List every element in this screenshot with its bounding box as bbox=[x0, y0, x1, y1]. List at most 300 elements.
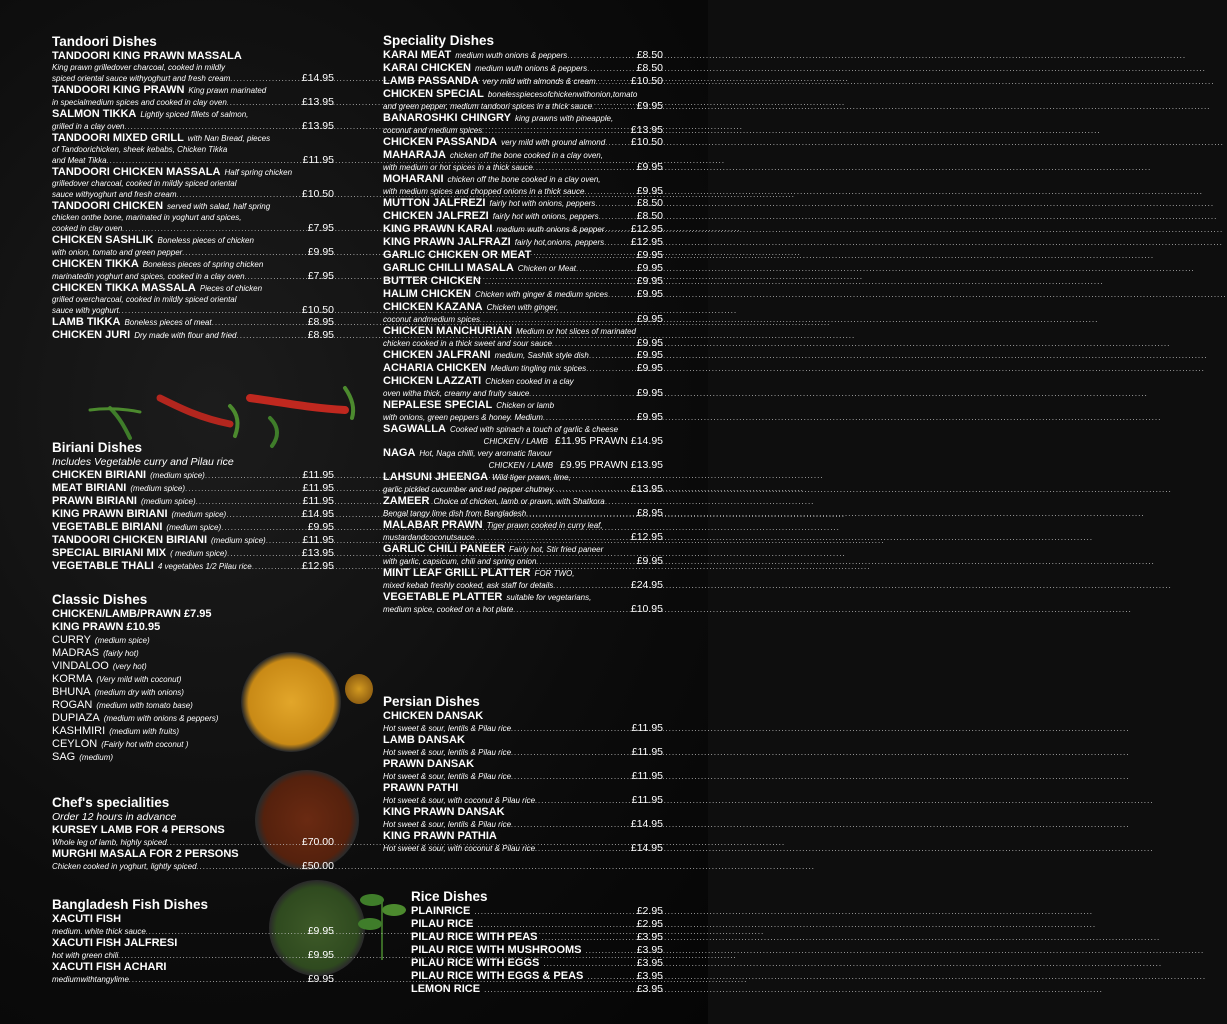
menu-item-title-line bbox=[52, 469, 334, 482]
dish-price: £13.95 bbox=[301, 96, 334, 108]
dot-leader bbox=[177, 190, 301, 200]
dot-leader bbox=[553, 485, 630, 495]
dot-leader bbox=[119, 306, 301, 316]
dish-description: fairly hot,onions, peppers bbox=[514, 238, 605, 247]
menu-item-detail-line bbox=[383, 747, 663, 758]
dish-name: ROGAN bbox=[52, 699, 93, 711]
menu-item-detail-line bbox=[52, 213, 334, 223]
dot-leader bbox=[604, 236, 630, 249]
dish-name: TANDOORI KING PRAWN bbox=[52, 84, 185, 96]
dish-description: Pieces of chicken bbox=[199, 284, 263, 293]
dot-leader bbox=[567, 49, 635, 62]
menu-item-title-line bbox=[52, 521, 334, 534]
dot-leader bbox=[196, 495, 302, 508]
dish-price: £9.95 bbox=[307, 246, 334, 258]
dot-leader bbox=[129, 975, 307, 985]
menu-item-title-line bbox=[383, 275, 663, 288]
dish-name: LAMB TIKKA bbox=[52, 316, 121, 328]
dish-price: £11.95 bbox=[631, 722, 663, 734]
menu-item bbox=[52, 200, 334, 234]
classic-dish bbox=[52, 634, 334, 647]
menu-item bbox=[383, 75, 663, 88]
dish-description: marinatedin yoghurt and spices, cooked in a clay oven bbox=[52, 272, 245, 281]
dish-description: with garlic, capsicum, chili and spring onion bbox=[383, 557, 537, 566]
dot-leader bbox=[252, 560, 301, 573]
dish-price: £3.95 bbox=[636, 931, 663, 943]
dish-price: £9.95 bbox=[636, 555, 663, 567]
dot-leader bbox=[511, 772, 631, 782]
dish-price: £9.95 bbox=[636, 262, 663, 274]
dish-description: FOR TWO, bbox=[534, 569, 575, 578]
dish-description: cooked in clay oven bbox=[52, 224, 123, 233]
dish-name: LAMB PASSANDA bbox=[383, 75, 479, 87]
menu-item-title-line bbox=[52, 329, 334, 342]
dot-leader bbox=[526, 509, 636, 519]
dish-name: KING PRAWN KARAI bbox=[383, 223, 493, 235]
dish-name: XACUTI FISH bbox=[52, 913, 122, 925]
menu-item bbox=[383, 423, 663, 447]
dish-price: £12.95 bbox=[630, 531, 663, 543]
dish-name: VEGETABLE PLATTER bbox=[383, 591, 503, 603]
dish-price: £10.50 bbox=[630, 75, 663, 87]
menu-item bbox=[383, 543, 663, 567]
rice-dish bbox=[411, 918, 663, 931]
menu-item-title-line bbox=[52, 282, 334, 295]
dish-price: £11.95 PRAWN £14.95 bbox=[555, 435, 663, 447]
menu-item-title-line bbox=[383, 375, 663, 388]
menu-item-detail-line bbox=[383, 125, 663, 136]
menu-item bbox=[383, 197, 663, 210]
dish-name: VINDALOO bbox=[52, 660, 109, 672]
dish-price: £11.95 bbox=[302, 534, 334, 546]
dish-price: £13.95 bbox=[630, 483, 663, 495]
dish-price: £3.95 bbox=[636, 944, 663, 956]
dish-price: £8.50 bbox=[636, 210, 663, 222]
dot-leader bbox=[553, 581, 630, 591]
dish-description: Hot, Naga chilli, very aromatic flavour bbox=[419, 449, 552, 458]
dish-price: £24.95 bbox=[630, 579, 663, 591]
dish-name: PLAINRICE bbox=[411, 905, 471, 917]
dish-name: CHICKEN KAZANA bbox=[383, 301, 483, 313]
dish-description: Whole leg of lamb, highly spiced bbox=[52, 838, 167, 847]
menu-item bbox=[383, 149, 663, 173]
dish-description: King prawn marinated bbox=[188, 86, 267, 95]
dish-description: medium wuth onions & peppers bbox=[475, 64, 588, 73]
dish-description: mustardandcoconutsauce bbox=[383, 533, 475, 542]
dish-description: in specialmedium spices and cooked in clay oven bbox=[52, 98, 227, 107]
menu-item bbox=[52, 108, 334, 132]
dot-leader bbox=[513, 605, 630, 615]
dish-description: Hot sweet & sour, lentils & Pilau rice bbox=[383, 748, 512, 757]
menu-item-title-line bbox=[383, 567, 663, 580]
dish-price: £7.95 bbox=[307, 222, 334, 234]
dish-name: PRAWN PATHI bbox=[383, 782, 459, 794]
dish-name: XACUTI FISH ACHARI bbox=[52, 961, 167, 973]
dish-price: £10.50 bbox=[630, 136, 663, 148]
dish-description: Medium or hot slices of marinated bbox=[515, 327, 637, 336]
dish-description: (fairly hot) bbox=[103, 649, 139, 658]
dish-description: Boneless pieces of spring chicken bbox=[142, 260, 264, 269]
dot-leader bbox=[107, 156, 302, 166]
dot-leader bbox=[529, 389, 635, 399]
dish-price: £12.95 bbox=[630, 236, 663, 248]
menu-item bbox=[383, 734, 663, 758]
dish-description: medium wuth onions & peppers bbox=[455, 51, 568, 60]
dish-name: SALMON TIKKA bbox=[52, 108, 137, 120]
dish-name: MOHARANI bbox=[383, 173, 444, 185]
dot-leader bbox=[266, 534, 302, 547]
menu-item bbox=[383, 806, 663, 830]
dish-name: KING PRAWN DANSAK bbox=[383, 806, 505, 818]
dish-name: PILAU RICE WITH EGGS bbox=[411, 957, 540, 969]
dish-name: CHICKEN SASHLIK bbox=[52, 234, 154, 246]
menu-item-title-line bbox=[52, 495, 334, 508]
dot-leader bbox=[122, 224, 306, 234]
dish-description: Tiger prawn cooked in curry leaf, bbox=[486, 521, 603, 530]
menu-item bbox=[52, 547, 334, 560]
dot-leader bbox=[535, 796, 631, 806]
menu-item bbox=[52, 961, 334, 985]
menu-item bbox=[383, 275, 663, 288]
dot-leader bbox=[226, 508, 301, 521]
dish-description: Hot sweet & sour, lentils & Pilau rice bbox=[383, 820, 512, 829]
dish-description: (medium spice) bbox=[94, 636, 150, 645]
classic-dish bbox=[52, 738, 334, 751]
menu-item-title-line bbox=[383, 591, 663, 604]
dish-name: CHICKEN MANCHURIAN bbox=[383, 325, 512, 337]
dot-leader bbox=[245, 272, 307, 282]
menu-item-detail-line bbox=[383, 101, 663, 112]
dish-price: £3.95 bbox=[636, 983, 663, 995]
dot-leader bbox=[477, 918, 635, 931]
dish-name: CEYLON bbox=[52, 738, 98, 750]
dish-price: £14.95 bbox=[630, 842, 663, 854]
dish-description: Choice of chicken, lamb or prawn, with Shatkora bbox=[433, 497, 605, 506]
menu-item-title-line bbox=[52, 200, 334, 213]
section-title: Chef's specialities bbox=[52, 795, 170, 810]
dot-leader bbox=[608, 288, 636, 301]
classic-dish bbox=[52, 725, 334, 738]
dish-description: hot with green chili bbox=[52, 951, 119, 960]
dish-price: £10.95 bbox=[630, 603, 663, 615]
menu-item-title-line bbox=[383, 149, 663, 162]
dot-leader bbox=[146, 927, 307, 937]
menu-item bbox=[383, 262, 663, 275]
menu-item-title-line bbox=[52, 258, 334, 271]
menu-item-detail-line bbox=[52, 247, 334, 258]
dish-name: GARLIC CHILI PANEER bbox=[383, 543, 506, 555]
dot-leader bbox=[533, 163, 636, 173]
classic-dish bbox=[52, 673, 334, 686]
menu-item-title-line bbox=[383, 75, 663, 88]
dish-description: coconut and medium spices bbox=[383, 126, 483, 135]
menu-item-title-line bbox=[383, 782, 663, 795]
menu-item-title-line bbox=[52, 166, 334, 179]
dish-price: £10.50 bbox=[301, 188, 334, 200]
dish-description: fairly hot with onions, peppers bbox=[492, 212, 599, 221]
classic-dish bbox=[52, 751, 334, 764]
section-title: Classic Dishes bbox=[52, 592, 148, 607]
dish-price: £9.95 bbox=[636, 349, 663, 361]
dot-leader bbox=[587, 970, 635, 983]
dish-price: £9.95 bbox=[636, 313, 663, 325]
dish-price: £11.95 bbox=[631, 746, 663, 758]
rice-dish bbox=[411, 905, 663, 918]
menu-item bbox=[383, 447, 663, 471]
menu-item-title-line bbox=[383, 49, 663, 62]
menu-item-title-line bbox=[52, 961, 334, 974]
menu-item-title-line bbox=[383, 362, 663, 375]
menu-item bbox=[52, 508, 334, 521]
dot-leader bbox=[543, 957, 635, 970]
dot-leader bbox=[592, 102, 636, 112]
menu-item-detail-line bbox=[52, 974, 334, 985]
dish-name: VEGETABLE THALI bbox=[52, 560, 154, 572]
menu-item bbox=[383, 136, 663, 149]
menu-item bbox=[383, 471, 663, 495]
section-title: Bangladesh Fish Dishes bbox=[52, 897, 209, 912]
menu-item-detail-line bbox=[383, 556, 663, 567]
menu-item bbox=[383, 88, 663, 112]
menu-item-title-line bbox=[383, 758, 663, 771]
dish-description: Boneless pieces of chicken bbox=[157, 236, 254, 245]
dish-name: CHICKEN JURI bbox=[52, 329, 131, 341]
dot-leader bbox=[182, 248, 306, 258]
dish-description: (medium spice) bbox=[166, 523, 222, 532]
dot-leader bbox=[535, 249, 635, 262]
section-speciality bbox=[383, 32, 663, 615]
dish-name: KARAI CHICKEN bbox=[383, 62, 471, 74]
dish-description: (medium dry with onions) bbox=[94, 688, 184, 697]
menu-item-title-line bbox=[52, 937, 334, 950]
rice-dish bbox=[411, 944, 663, 957]
dish-description: medium. white thick sauce bbox=[52, 927, 146, 936]
dish-price: £3.95 bbox=[636, 957, 663, 969]
dish-name: LEMON RICE bbox=[411, 983, 481, 995]
dot-leader bbox=[552, 339, 636, 349]
dish-name: LAHSUNI JHEENGA bbox=[383, 471, 489, 483]
menu-item-title-line bbox=[52, 234, 334, 247]
menu-item-detail-line bbox=[52, 121, 334, 132]
section-title: Biriani Dishes bbox=[52, 440, 143, 455]
menu-item bbox=[383, 210, 663, 223]
menu-item bbox=[383, 236, 663, 249]
dot-leader bbox=[543, 413, 636, 423]
dish-description: Chicken or Meat bbox=[517, 264, 577, 273]
dish-name: CHICKEN BIRIANI bbox=[52, 469, 147, 481]
dish-name: CHICKEN JALFREZI bbox=[383, 210, 489, 222]
dish-price: £9.95 bbox=[636, 275, 663, 287]
dish-price: £9.95 bbox=[307, 521, 334, 533]
menu-item-detail-line bbox=[52, 295, 334, 305]
section-classic bbox=[52, 591, 334, 764]
dish-price: £14.95 bbox=[301, 508, 334, 520]
classic-intro: CHICKEN/LAMB/PRAWN £7.95 bbox=[52, 608, 212, 620]
menu-item bbox=[52, 521, 334, 534]
dish-price: £9.95 bbox=[636, 100, 663, 112]
section-fish bbox=[52, 896, 334, 985]
menu-item-detail-line bbox=[383, 436, 663, 447]
dish-name: KORMA bbox=[52, 673, 93, 685]
dot-leader bbox=[511, 820, 630, 830]
dish-price: £12.95 bbox=[630, 223, 663, 235]
menu-item bbox=[52, 329, 334, 342]
dot-leader bbox=[205, 469, 302, 482]
dish-description: (medium spice) bbox=[150, 471, 205, 480]
dish-name: KING PRAWN BIRIANI bbox=[52, 508, 168, 520]
menu-item-title-line bbox=[383, 301, 663, 314]
menu-item-detail-line bbox=[383, 412, 663, 423]
dish-price: £3.95 bbox=[636, 970, 663, 982]
dish-description: coconut andmedium spices bbox=[383, 315, 480, 324]
dish-description: (medium spice) bbox=[140, 497, 196, 506]
dot-leader bbox=[576, 262, 636, 275]
menu-item-title-line bbox=[52, 508, 334, 521]
menu-item bbox=[52, 913, 334, 937]
dot-leader bbox=[474, 905, 635, 918]
dot-leader bbox=[482, 126, 630, 136]
dish-description: (very hot) bbox=[112, 662, 147, 671]
menu-item-detail-line bbox=[52, 861, 334, 872]
menu-item-title-line bbox=[383, 236, 663, 249]
menu-item-title-line bbox=[383, 88, 663, 101]
menu-item bbox=[383, 249, 663, 262]
menu-item bbox=[52, 560, 334, 573]
dish-description: Hot sweet & sour, lentils & Pilau rice bbox=[383, 772, 512, 781]
menu-item bbox=[383, 173, 663, 197]
dish-name: LAMB DANSAK bbox=[383, 734, 465, 746]
menu-item bbox=[383, 782, 663, 806]
menu-item-title-line bbox=[383, 210, 663, 223]
dish-price: £9.95 bbox=[307, 973, 334, 985]
menu-item bbox=[52, 132, 334, 166]
menu-item-detail-line bbox=[383, 314, 663, 325]
dish-name: SAGWALLA bbox=[383, 423, 446, 435]
dish-price: £14.95 bbox=[630, 818, 663, 830]
dish-price: £11.95 bbox=[631, 794, 663, 806]
menu-item-title-line bbox=[383, 806, 663, 819]
dish-description: Half spring chicken bbox=[224, 168, 293, 177]
menu-item-title-line bbox=[383, 543, 663, 556]
dish-name: TANDOORI CHICKEN bbox=[52, 200, 164, 212]
dish-price: £2.95 bbox=[636, 905, 663, 917]
menu-item bbox=[383, 49, 663, 62]
dish-name: PRAWN BIRIANI bbox=[52, 495, 137, 507]
dish-price: £50.00 bbox=[301, 860, 334, 872]
menu-item bbox=[383, 375, 663, 399]
section-chef-specialities bbox=[52, 794, 334, 872]
menu-item bbox=[52, 234, 334, 258]
dish-price: £8.95 bbox=[636, 507, 663, 519]
menu-item-title-line bbox=[383, 136, 663, 149]
menu-item-title-line bbox=[383, 399, 663, 412]
dish-price: £9.95 bbox=[636, 337, 663, 349]
menu-item-detail-line bbox=[52, 305, 334, 316]
section-subtitle: Includes Vegetable curry and Pilau rice bbox=[52, 456, 234, 468]
dish-price: £9.95 bbox=[307, 949, 334, 961]
menu-item bbox=[52, 50, 334, 84]
section-subtitle: Order 12 hours in advance bbox=[52, 811, 177, 823]
dish-name: ZAMEER bbox=[383, 495, 430, 507]
classic-dish bbox=[52, 686, 334, 699]
classic-intro: KING PRAWN £10.95 bbox=[52, 621, 161, 633]
dish-description: (medium spice) bbox=[211, 536, 266, 545]
dish-price: £8.50 bbox=[636, 197, 663, 209]
dish-name: TANDOORI MIXED GRILL bbox=[52, 132, 184, 144]
dish-name: PILAU RICE WITH EGGS & PEAS bbox=[411, 970, 584, 982]
menu-item-detail-line bbox=[52, 271, 334, 282]
menu-item-title-line bbox=[383, 325, 663, 338]
dish-price: £8.95 bbox=[307, 316, 334, 328]
dot-leader bbox=[485, 275, 636, 288]
menu-item bbox=[383, 567, 663, 591]
dish-price: £9.95 bbox=[636, 362, 663, 374]
dish-description: ( medium spice) bbox=[170, 549, 227, 558]
dish-name: CHICKEN SPECIAL bbox=[383, 88, 484, 100]
menu-item-detail-line bbox=[52, 223, 334, 234]
menu-item bbox=[383, 591, 663, 615]
menu-item-detail-line bbox=[52, 155, 334, 166]
dish-description: (Very mild with coconut) bbox=[96, 675, 182, 684]
menu-item-detail-line bbox=[52, 179, 334, 189]
dish-name: PRAWN DANSAK bbox=[383, 758, 475, 770]
dish-description: (Fairly hot with coconut ) bbox=[101, 740, 189, 749]
dish-description: fairly hot with onions, peppers bbox=[489, 199, 596, 208]
section-title: Rice Dishes bbox=[411, 889, 488, 904]
dish-description: Medium tingling mix spices bbox=[490, 364, 587, 373]
dot-leader bbox=[589, 349, 636, 362]
section-tandoori bbox=[52, 33, 334, 342]
dish-description: Boneless pieces of meat bbox=[124, 318, 212, 327]
dish-price: £9.95 PRAWN £13.95 bbox=[560, 459, 663, 471]
menu-item-detail-line bbox=[52, 950, 334, 961]
dish-name: MINT LEAF GRILL PLATTER bbox=[383, 567, 531, 579]
menu-item-title-line bbox=[383, 262, 663, 275]
dish-price: £14.95 bbox=[301, 72, 334, 84]
dish-name: HALIM CHICKEN bbox=[383, 288, 471, 300]
dish-price: £9.95 bbox=[636, 387, 663, 399]
menu-item bbox=[52, 282, 334, 316]
dish-description: mixed kebab freshly cooked, ask staff for details bbox=[383, 581, 554, 590]
dot-leader bbox=[511, 724, 631, 734]
dish-description: medium, Sashlik style dish bbox=[494, 351, 589, 360]
menu-item-detail-line bbox=[383, 580, 663, 591]
dot-leader bbox=[227, 98, 301, 108]
dish-price: £9.95 bbox=[636, 185, 663, 197]
dish-price: £11.95 bbox=[302, 495, 334, 507]
classic-dish bbox=[52, 712, 334, 725]
dish-description: Hot sweet & sour, with coconut & Pilau rice bbox=[383, 796, 536, 805]
menu-item-detail-line bbox=[383, 604, 663, 615]
dish-name: CURRY bbox=[52, 634, 91, 646]
dish-description: Cooked with spinach a touch of garlic & cheese bbox=[449, 425, 619, 434]
dish-description: chicken onthe bone, marinated in yoghurt and spices, bbox=[52, 213, 242, 222]
dish-name: SAG bbox=[52, 751, 76, 763]
menu-item-title-line bbox=[383, 471, 663, 484]
menu-item bbox=[383, 288, 663, 301]
menu-item-title-line bbox=[52, 848, 334, 861]
menu-item bbox=[383, 112, 663, 136]
dot-leader bbox=[230, 74, 301, 84]
menu-item-title-line bbox=[383, 223, 663, 236]
dish-description: and Meat Tikka bbox=[52, 156, 107, 165]
dish-name: CHICKEN TIKKA bbox=[52, 258, 139, 270]
dot-leader bbox=[542, 931, 636, 944]
rice-dish bbox=[411, 957, 663, 970]
menu-item-title-line bbox=[383, 734, 663, 747]
menu-item-title-line bbox=[383, 249, 663, 262]
menu-item bbox=[383, 362, 663, 375]
